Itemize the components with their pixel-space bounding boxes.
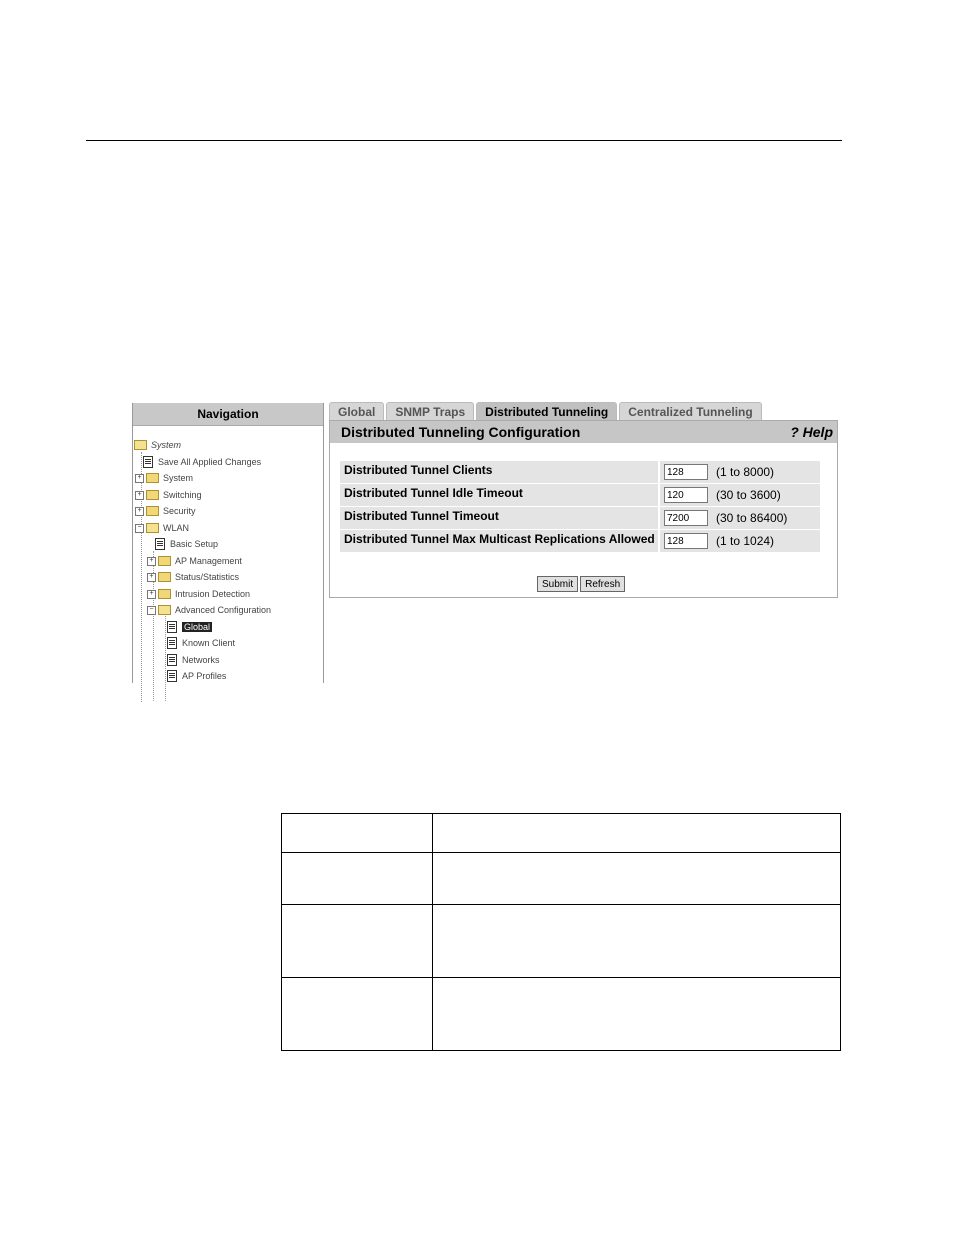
field-range: (30 to 3600) (716, 488, 781, 502)
expand-icon[interactable]: + (135, 474, 144, 483)
tree-item-label: Intrusion Detection (175, 589, 251, 599)
tree-item-ap-management[interactable] (147, 554, 242, 568)
tree-item-label: System (163, 473, 194, 483)
table-cell (282, 853, 433, 905)
tree-item-global[interactable] (167, 620, 212, 634)
tree-item-label: System (151, 440, 182, 450)
field-value-cell (660, 484, 820, 506)
table-cell (282, 905, 433, 978)
tree-item-advanced-configuration[interactable] (147, 603, 271, 617)
tree-item-label-selected: Global (184, 622, 211, 632)
tree-item-status-statistics[interactable] (147, 570, 239, 584)
refresh-button[interactable]: Refresh (580, 576, 625, 592)
folder-icon (146, 473, 159, 483)
config-row-idle-timeout (340, 484, 820, 506)
tab-distributed-tunneling[interactable]: Distributed Tunneling (476, 402, 617, 421)
config-panel (329, 420, 838, 598)
table-row (282, 905, 841, 978)
tree-item-known-client[interactable] (167, 636, 235, 650)
page-top-rule (86, 140, 842, 141)
field-value-cell (660, 461, 820, 483)
tree-item-basic-setup[interactable] (155, 537, 218, 551)
page-icon (167, 654, 177, 666)
folder-icon (158, 589, 171, 599)
button-group (537, 576, 625, 592)
description-table (281, 813, 841, 1051)
tree-item-label: Switching (163, 490, 202, 500)
config-rows (340, 461, 820, 553)
field-range: (30 to 86400) (716, 511, 788, 525)
folder-open-icon (146, 523, 159, 533)
folder-open-icon (134, 440, 147, 450)
field-range: (1 to 8000) (716, 465, 775, 479)
max-multicast-input[interactable] (664, 533, 708, 549)
folder-icon (158, 556, 171, 566)
tree-item-label: Status/Statistics (175, 572, 240, 582)
idle-timeout-input[interactable] (664, 487, 708, 503)
tree-item-label: Advanced Configuration (175, 605, 272, 615)
tab-bar (329, 402, 764, 420)
tree-item-ap-profiles[interactable] (167, 669, 226, 683)
folder-icon (158, 572, 171, 582)
field-label: Distributed Tunnel Timeout (340, 507, 658, 529)
table-cell (433, 905, 841, 978)
field-range: (1 to 1024) (716, 534, 775, 548)
tree-item-label: Networks (182, 655, 220, 665)
expand-icon[interactable]: + (135, 491, 144, 500)
timeout-input[interactable] (664, 510, 708, 526)
field-value-cell (660, 507, 820, 529)
submit-button[interactable]: Submit (537, 576, 578, 592)
table-cell (282, 814, 433, 853)
page-icon (155, 538, 165, 550)
table-row (282, 853, 841, 905)
field-label: Distributed Tunnel Max Multicast Replications Allowed (340, 530, 658, 552)
folder-open-icon (158, 605, 171, 615)
page-icon (167, 637, 177, 649)
config-row-max-multicast (340, 530, 820, 552)
tab-centralized-tunneling[interactable]: Centralized Tunneling (619, 402, 761, 421)
field-value-cell (660, 530, 820, 552)
tree-item-save-all[interactable] (143, 455, 261, 469)
tree-item-intrusion-detection[interactable] (147, 587, 250, 601)
collapse-icon[interactable]: − (147, 606, 156, 615)
tree-item-wlan[interactable] (135, 521, 189, 535)
expand-icon[interactable]: + (147, 573, 156, 582)
tree-item-label: WLAN (163, 523, 190, 533)
tree-item-label: AP Management (175, 556, 242, 566)
tree-item-security[interactable] (135, 504, 196, 518)
tree-item-switching[interactable] (135, 488, 202, 502)
config-row-clients (340, 461, 820, 483)
tree-item-system-root[interactable] (134, 438, 181, 452)
tree-item-label: AP Profiles (182, 671, 227, 681)
tab-snmp-traps[interactable]: SNMP Traps (386, 402, 474, 421)
expand-icon[interactable]: + (147, 557, 156, 566)
table-cell (433, 978, 841, 1051)
tab-global[interactable]: Global (329, 402, 384, 421)
expand-icon[interactable]: + (135, 507, 144, 516)
tree-item-label: Basic Setup (170, 539, 219, 549)
help-link[interactable]: ? Help (790, 424, 833, 440)
tree-line (165, 616, 166, 701)
page-icon (167, 670, 177, 682)
tree-item-label: Save All Applied Changes (158, 457, 262, 467)
table-cell (282, 978, 433, 1051)
panel-title: Distributed Tunneling Configuration (341, 424, 581, 440)
page-icon (167, 621, 177, 633)
tree-item-label: Security (163, 506, 196, 516)
field-label: Distributed Tunnel Idle Timeout (340, 484, 658, 506)
config-row-timeout (340, 507, 820, 529)
table-cell (433, 814, 841, 853)
tree-item-networks[interactable] (167, 653, 220, 667)
table-row (282, 978, 841, 1051)
collapse-icon[interactable]: − (135, 524, 144, 533)
navigation-panel (132, 403, 324, 683)
tree-item-system[interactable] (135, 471, 193, 485)
page-icon (143, 456, 153, 468)
tree-item-label: Known Client (182, 638, 236, 648)
table-cell (433, 853, 841, 905)
panel-header (330, 421, 837, 443)
expand-icon[interactable]: + (147, 590, 156, 599)
table-header-row (282, 814, 841, 853)
folder-icon (146, 506, 159, 516)
field-label: Distributed Tunnel Clients (340, 461, 658, 483)
clients-input[interactable] (664, 464, 708, 480)
navigation-title: Navigation (133, 403, 323, 426)
folder-icon (146, 490, 159, 500)
